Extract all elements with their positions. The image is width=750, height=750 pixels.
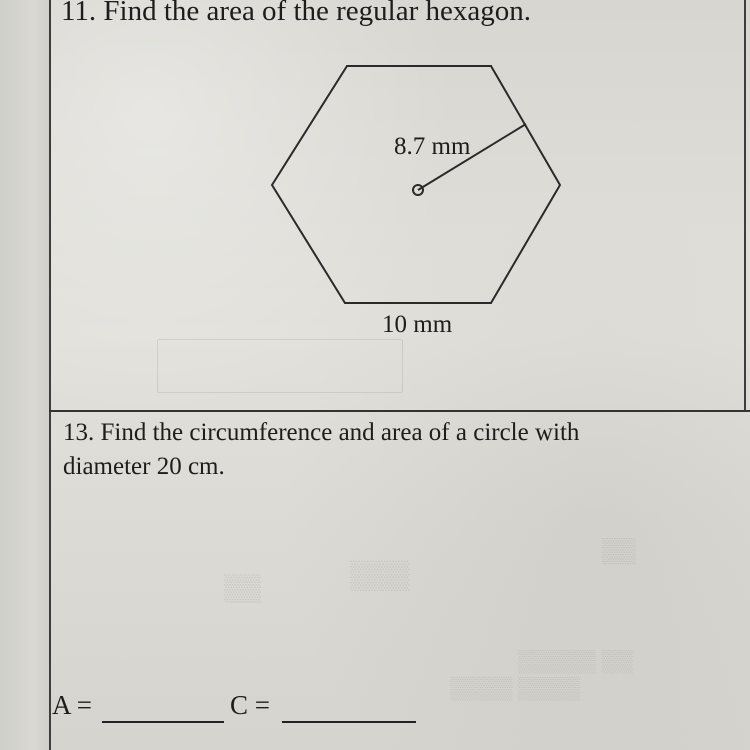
left-margin-strip — [0, 0, 49, 750]
show-through-text: ▒▒▒▒ ▒▒▒▒ — [450, 675, 581, 700]
side-length-label: 10 mm — [382, 311, 453, 338]
circumference-answer-label: C = — [230, 690, 270, 720]
show-through-text: ▒▒ ▒▒▒▒▒ — [518, 648, 633, 673]
show-through-text: ▒▒ — [602, 538, 637, 564]
answer-row — [50, 690, 420, 730]
show-through-text: ▒▒ — [224, 573, 261, 602]
left-border-line — [49, 0, 51, 750]
hexagon-figure — [264, 58, 574, 343]
problem-13-line-2: diameter 20 cm. — [63, 452, 225, 480]
section-divider — [49, 410, 750, 412]
right-border-line — [744, 0, 746, 412]
faint-answer-box — [157, 339, 403, 393]
area-answer-label: A = — [52, 690, 92, 720]
apothem-measurement-label: 8.7 mm — [394, 133, 471, 160]
problem-11-title: 11. Find the area of the regular hexagon. — [61, 0, 532, 27]
hexagon-svg — [264, 58, 574, 343]
show-through-text: ▒▒▒ — [350, 560, 410, 591]
problem-13-text — [63, 419, 713, 480]
problem-13-line-1: 13. Find the circumference and area of a circle with — [63, 419, 580, 446]
circumference-answer-blank[interactable] — [282, 721, 416, 723]
area-answer-blank[interactable] — [102, 721, 224, 723]
